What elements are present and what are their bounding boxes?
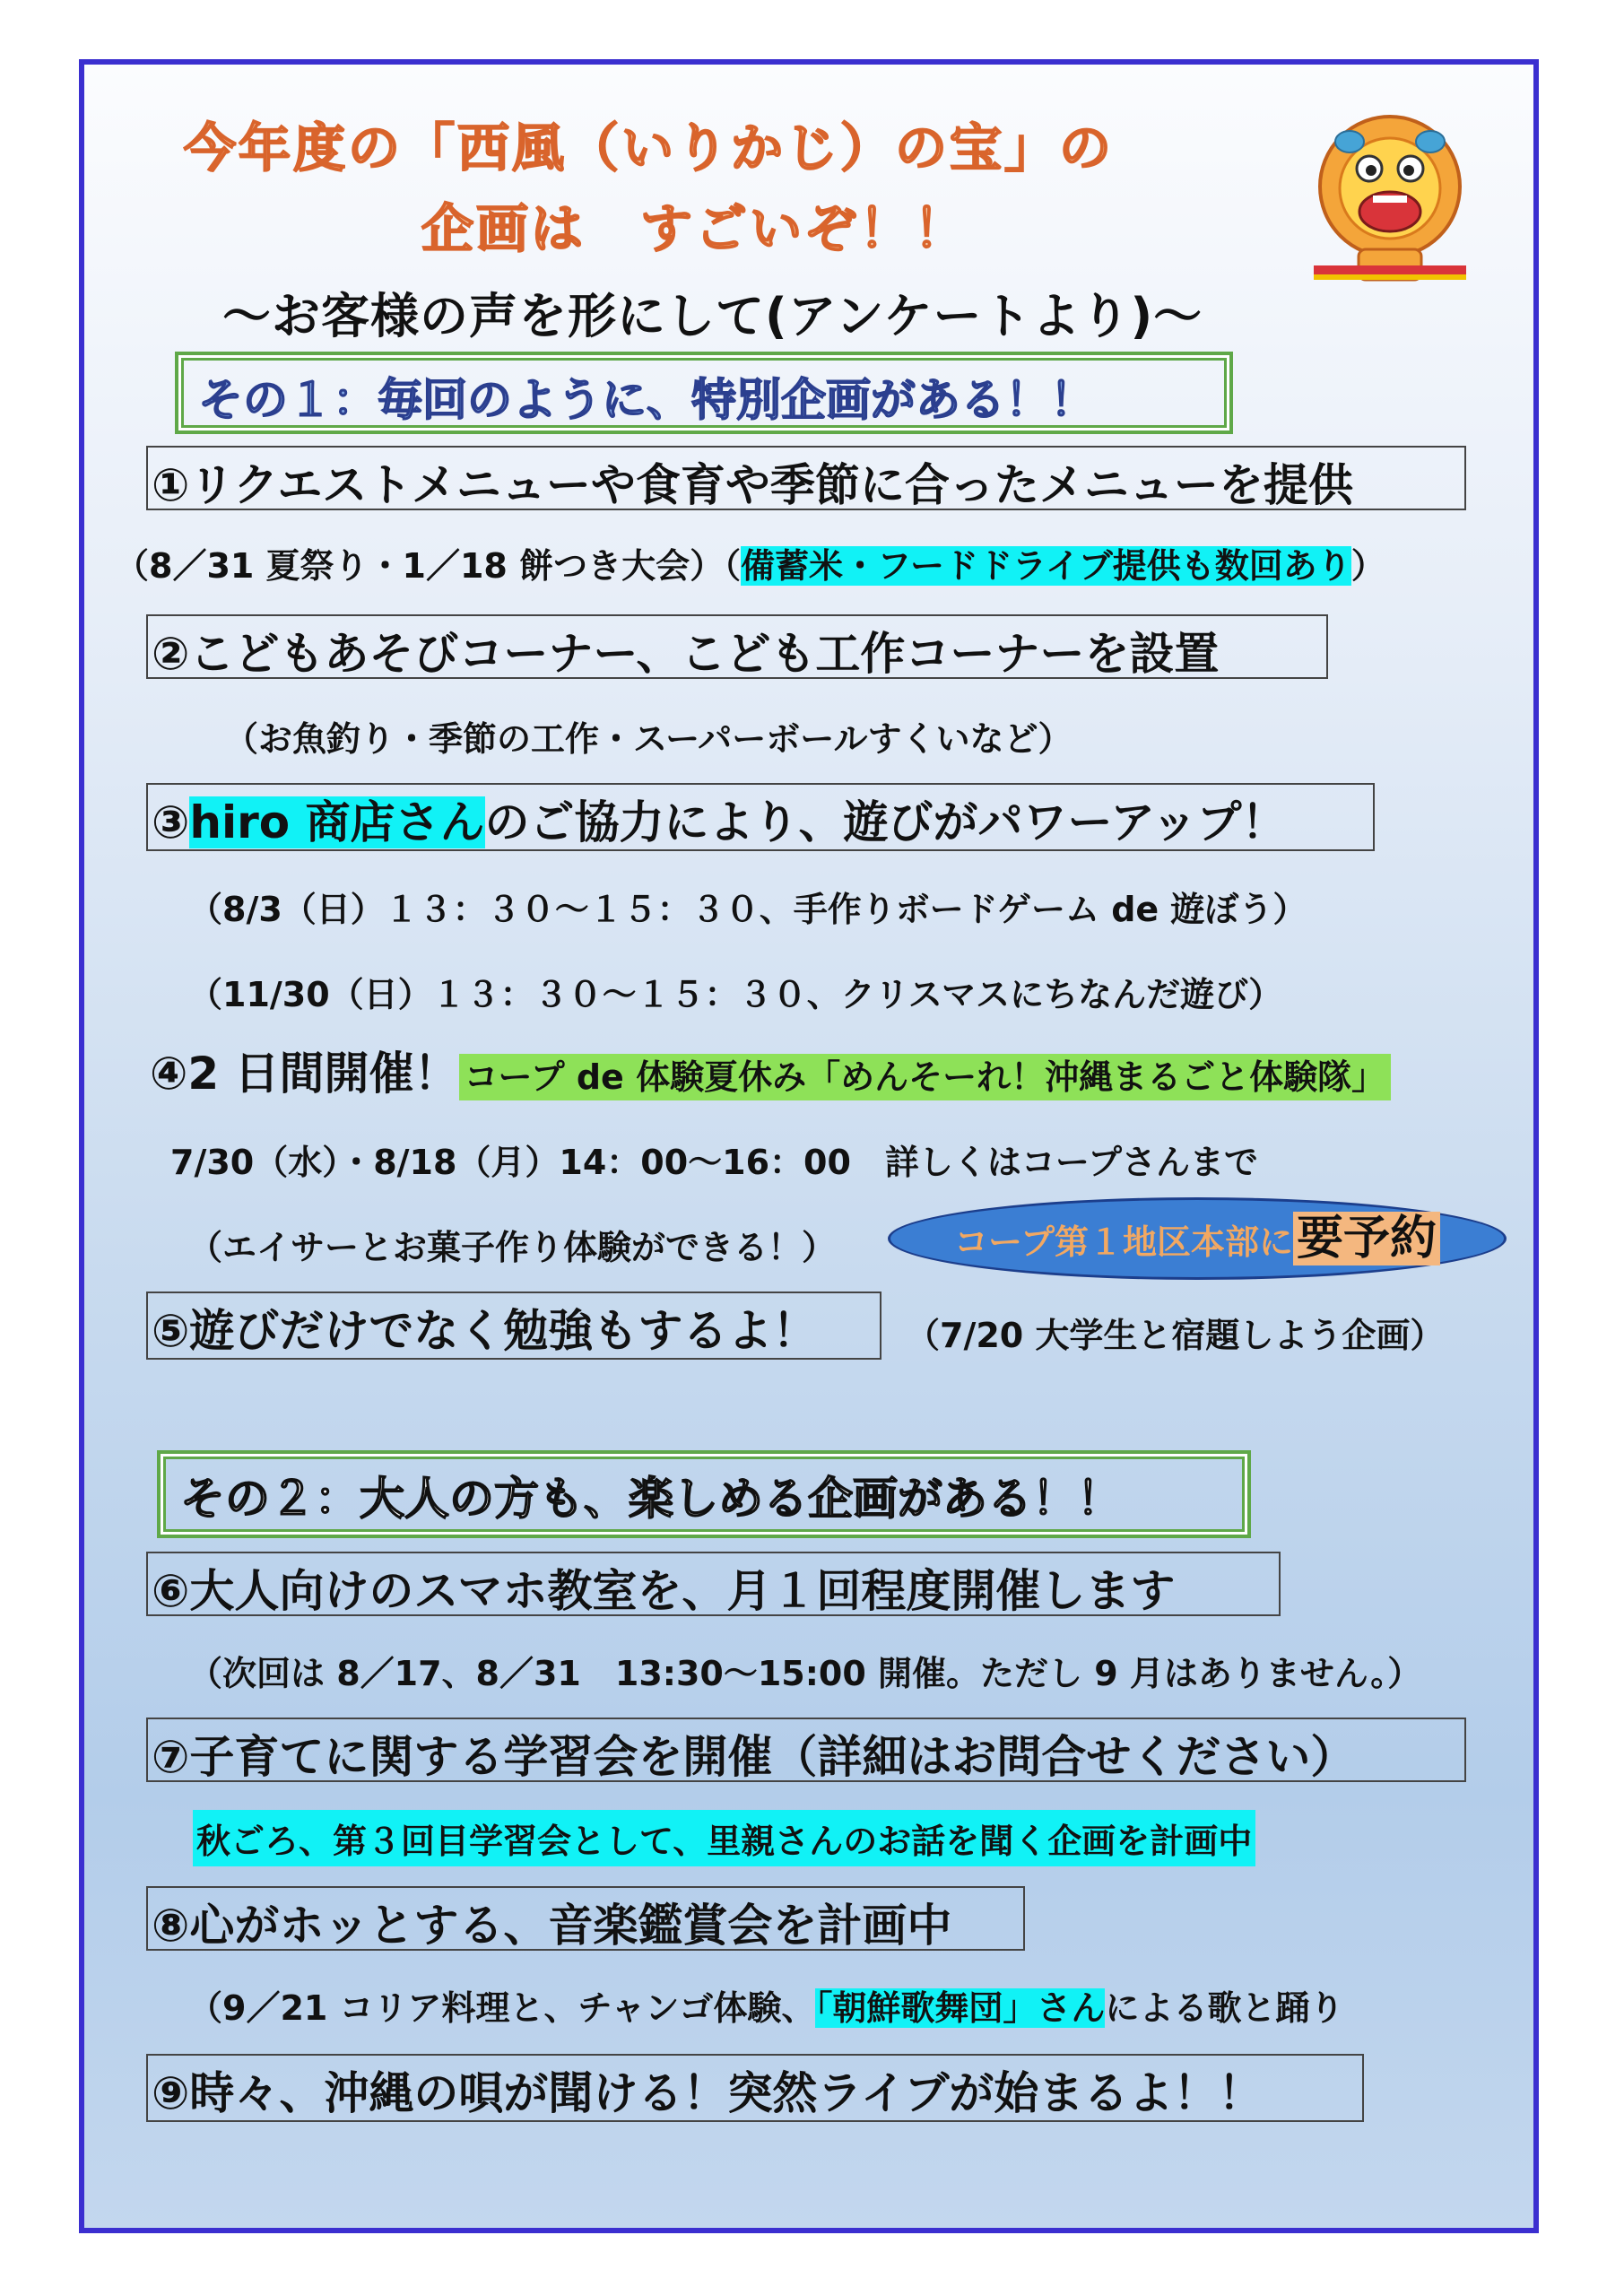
item-6-detail: （次回は 8／17、8／31 13:30～15:00 開催。ただし 9 月はありません。） (188, 1654, 1422, 1693)
item-4-text: ④2 日間開催！ (150, 1048, 459, 1100)
item-8 (146, 1886, 1025, 1951)
item-3 (146, 783, 1375, 851)
item-3-detail-1: （8/3（日）１３：３０～１５：３０、手作りボードゲーム de 遊ぼう） (188, 890, 1307, 929)
item-8-detail-highlight: 「朝鮮歌舞団」さん (815, 1988, 1106, 2028)
title-line-1: 今年度の「西風（いりかじ）の宝」の (184, 117, 1115, 178)
item-2-detail: （お魚釣り・季節の工作・スーパーボールすくいなど） (224, 719, 1073, 759)
item-4 (146, 1036, 1485, 1100)
item-6 (146, 1552, 1281, 1616)
shisa-lion-icon (1296, 106, 1484, 294)
item-4-detail-2: （エイサーとお菓子作り体験ができる！） (188, 1228, 837, 1267)
item-1-text: ①リクエストメニューや食育や季節に合ったメニューを提供 (152, 459, 1353, 511)
subtitle: ～お客様の声を形にして(アンケートより)～ (222, 288, 1203, 344)
item-6-text: ⑥大人向けのスマホ教室を、月１回程度開催します (152, 1565, 1176, 1617)
item-2 (146, 614, 1328, 679)
item-7-text: ⑦子育てに関する学習会を開催（詳細はお問合せください） (152, 1731, 1356, 1783)
section-2-heading (157, 1450, 1251, 1538)
item-3-number: ③ (152, 796, 190, 848)
item-4-detail-1: 7/30（水）・8/18（月）14：00～16：00 詳しくはコープさんまで (170, 1143, 1259, 1182)
item-1-detail-close: ） (1350, 546, 1385, 586)
item-7-detail: 秋ごろ、第３回目学習会として、里親さんのお話を聞く企画を計画中 (193, 1810, 1255, 1866)
item-8-detail-tail: による歌と踊り (1105, 1988, 1344, 2028)
reservation-required-label: 要予約 (1293, 1212, 1440, 1265)
item-5 (146, 1292, 881, 1360)
item-1-detail (115, 538, 1385, 587)
item-1 (146, 446, 1466, 510)
item-1-detail-highlight: 備蓄米・フードドライブ提供も数回あり (741, 546, 1351, 586)
title-line-2: 企画は すごいぞ！！ (421, 198, 969, 259)
section-1-heading (175, 352, 1233, 434)
item-8-detail (188, 1980, 1343, 2030)
reservation-bubble (888, 1197, 1507, 1280)
item-8-detail-text: （9／21 コリア料理と、チャンゴ体験、 (188, 1988, 816, 2028)
section-2-label: その２：大人の方も、楽しめる企画がある！！ (180, 1473, 1122, 1525)
item-7 (146, 1718, 1466, 1782)
item-2-text: ②こどもあそびコーナー、こども工作コーナーを設置 (152, 628, 1220, 680)
item-3-detail-2: （11/30（日）１３：３０～１５：３０、クリスマスにちなんだ遊び） (188, 975, 1283, 1014)
item-5-detail: （7/20 大学生と宿題しよう企画） (906, 1316, 1445, 1355)
item-1-detail-text: （8／31 夏祭り・1／18 餅つき大会）（ (115, 546, 742, 586)
item-3-highlight: hiro 商店さん (189, 796, 485, 848)
item-9-text: ⑨時々、沖縄の唄が聞ける！突然ライブが始まるよ！！ (152, 2067, 1264, 2119)
item-5-text: ⑤遊びだけでなく勉強もするよ！ (152, 1305, 818, 1357)
item-4-highlight: コープ de 体験夏休み「めんそーれ！沖縄まるごと体験隊」 (459, 1054, 1392, 1100)
item-3-text: のご協力により、遊びがパワーアップ！ (484, 796, 1287, 848)
reservation-bubble-text: コープ第１地区本部に (953, 1222, 1294, 1262)
item-8-text: ⑧心がホッとする、音楽鑑賞会を計画中 (152, 1900, 952, 1952)
section-1-label: その１：毎回のように、特別企画がある！！ (198, 374, 1095, 426)
item-9 (146, 2054, 1364, 2122)
